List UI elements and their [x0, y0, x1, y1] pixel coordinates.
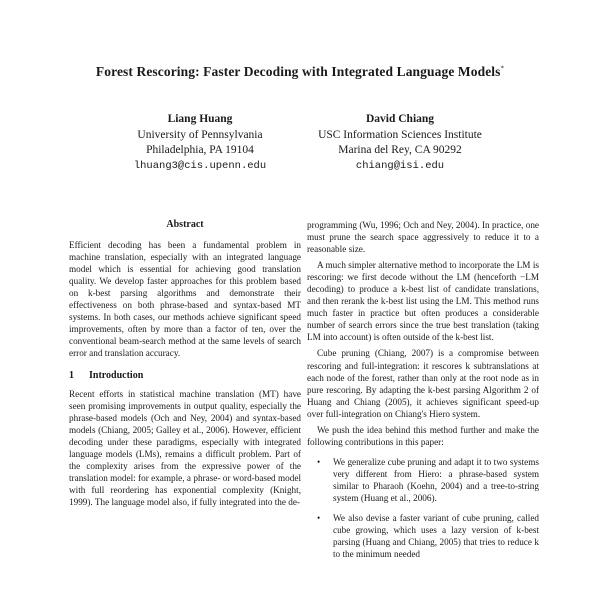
section-heading — [69, 370, 301, 382]
body-paragraph: Cube pruning (Chiang, 2007) is a compromise between rescoring and full-integration: it rescores k subtranslations at each node of the forest, rather than only at the root node as in pure rescoring. By adapting the k-best parsing Algorithm 2 of Huang and Chiang (2005), it achieves significant speed-up over full-integration on Chiang's Hiero system. — [307, 348, 539, 419]
section-title: Introduction — [89, 369, 144, 381]
right-column — [307, 219, 539, 600]
abstract-text: Efficient decoding has been a fundamental problem in machine translation, especially with an integrated language model which is essential for achieving good translation quality. We develop faster approaches for this problem based on k-best parsing algorithms and demonstrate their effectiveness on both phrase-based and syntax-based MT systems. In both cases, our methods achieve significant speed improvements, often by more than a factor of ten, over the conventional beam-search method at the same levels of search error and translation accuracy. — [69, 240, 301, 359]
body-paragraph: We push the idea behind this method further and make the following contributions in this paper: — [307, 424, 539, 447]
author-name: Liang Huang — [167, 113, 233, 125]
author-location: Marina del Rey, CA 90292 — [338, 144, 462, 156]
author-email: lhuang3@cis.upenn.edu — [133, 159, 267, 172]
author-location: Philadelphia, PA 19104 — [146, 144, 254, 156]
abstract-heading: Abstract — [166, 219, 204, 230]
author-affiliation: USC Information Sciences Institute — [318, 128, 482, 141]
title-text: Forest Rescoring: Faster Decoding with Integrated Language Models — [95, 64, 501, 79]
list-item: • We generalize cube pruning and adapt it to two systems very different from Hiero: a phrase-based system similar to Pharaoh (Koehn, 2004) and a tree-to-string system (Huang et al., 2006). — [307, 456, 539, 504]
paper-title — [40, 64, 560, 80]
title-footnote-mark: * — [500, 64, 505, 73]
left-column — [69, 219, 301, 600]
author-block-huang — [110, 112, 290, 174]
section-number: 1 — [69, 369, 74, 381]
author-name: David Chiang — [365, 113, 435, 125]
author-affiliation: University of Pennsylvania — [137, 128, 263, 141]
body-paragraph: programming (Wu, 1996; Och and Ney, 2004). In practice, one must prune the search space aggressively to reduce it to a reasonable size. — [307, 220, 539, 255]
intro-paragraph: Recent efforts in statistical machine translation (MT) have seen promising improvements in output quality, especially the phrase-based models (Och and Ney, 2004) and syntax-based models (Chiang, 2005; Galley et al., 2006). However, efficient decoding under these paradigms, especially with integrated language models (LMs), remains a difficult problem. Part of the complexity arises from the expressive power of the translation model: for example, a phrase- or word-based model with full reordering has exponential complexity (Knight, 1999). The language model also, if fully integrated into the de- — [69, 388, 301, 507]
list-item: • We also devise a faster variant of cube pruning, called cube growing, which uses a lazy version of k-best parsing (Huang and Chiang, 2005) that tries to reduce k to the minimum needed — [307, 512, 539, 560]
author-block-chiang — [300, 112, 500, 174]
author-email: chiang@isi.edu — [355, 159, 445, 172]
contributions-list — [307, 456, 539, 560]
body-paragraph: A much simpler alternative method to incorporate the LM is rescoring: we first decode without the LM (henceforth −LM decoding) to produce a k-best list of candidate translations, and then rerank the k-best list using the LM. This method runs much faster in practice but often produces a considerable number of search errors since the true best translation (taking LM into account) is often outside of the k-best list. — [307, 260, 539, 343]
